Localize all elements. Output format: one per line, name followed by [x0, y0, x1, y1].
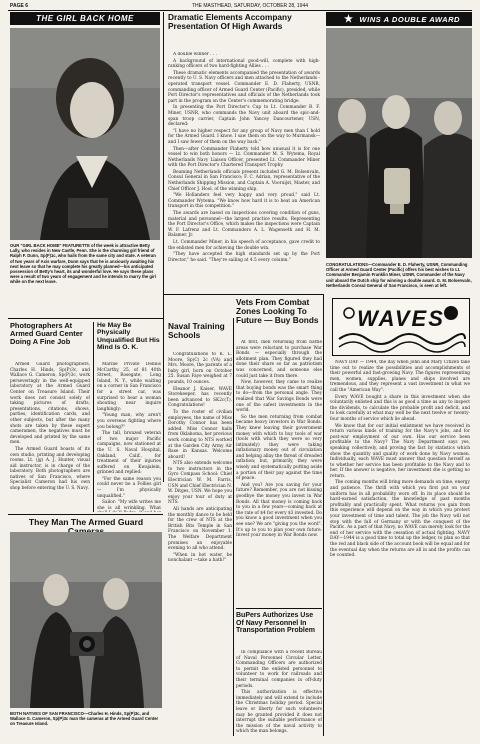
- betty-lally-photo: [10, 28, 160, 240]
- paragraph: To the roster of civilian employees, the name of Miss Dorothy Connor has been added. Miss Connor hails from Oklahoma, her previous work coming to NTS worked at the Garden City Army Air Base in Kansas. Welcome aboard!: [168, 409, 232, 460]
- paragraph: The Armed Guard boasts of its own studio, printing and developing rooms. Lt. (jg) A. J. Hunter, visual aid instructor, is in charge of the laboratory. Both photographers are natives of San Francisco, where Specialist Cameron had his own shop before entering the U. S. Navy.: [10, 446, 90, 492]
- column-rule: [233, 318, 234, 736]
- double-award-banner: [326, 12, 472, 26]
- paragraph: Every WAVE bought a share in this investment when she voluntarily enlisted and this is as good a time as any to inspect the dividends, to calculate the probable profit and deficit, and to look carefully at what may well be the next twelve or twenty-four months of service which lie ahead.: [330, 394, 470, 422]
- paragraph: And you? Are you saving for your future? Remember, you are not kissing goodbye the money you invest in War Bonds. All that money is coming back to you in a few years—coming back at the rate of $4 for every $3 invested. Do you know a good investment when you see one? We are "giving you the word". It's up to you to plan your own future. Invest your money in War Bonds now.: [236, 482, 322, 539]
- paragraph: So the men returning from combat became heavy investors in War Bonds. They knew leaving their government money with which to buy tools of war (tools with which they were so very intimately) they were taking inflationary money out of circulation and helping allay the threat of dreaded inflation; but, primarily, they were wisely and systematically putting aside a portion of their pay against the time of peace.: [236, 414, 322, 482]
- paragraph: "For the same reason you could never be a Follies girl — I'm physically unqualified.": [97, 476, 161, 499]
- girl-back-home-banner: [10, 12, 160, 25]
- bupers-article-body: [236, 650, 322, 738]
- double-award-caption: CONGRATULATIONS—Commander E. D. Flaherty, USNR, Commanding Officer at Armed Guard Center (Pacific) offers his best wishes to Lt. Commander Benjamin Franklin Miner, USNR, Commander of the Navy unit aboard the Dutch ship for winning a double award. G. M. Bolsenvaln, Netherlands Consul General of San Francisco, is seen at left.: [326, 262, 472, 288]
- girl-back-home-caption: OUR "GIRL BACK HOME" FEATURETTE of the week is attractive Betty Lally, who resides in New Castle, Penn. She is the charming girl friend of Ralph F. Dunn, Sp(F)1c, who hails from the same city and state. A veteran of two years of Axis warfare, Dunn says that he is anxiously awaiting his next leave so that he may complete his greatly planned—his anticipated possession of Betty's heart, its and wonderful love. He says these plans were a result of two years of engagement and he intends to marry the girl while on the next leave.: [10, 243, 156, 285]
- paragraph: Now, however, they came to realize that buying bonds was the smart thing to do—from the personal angle. They realized that War Savings Bonds were one of the safest investments in the world.: [236, 380, 322, 414]
- paragraph: At first, men returning from battle areas were reluctant to purchase War Bonds — especially through the allotment plan. They figured they had done their share so far as patriotism was concerned, and someone else could just take it from there.: [236, 340, 322, 379]
- cameramen-illustration: [10, 532, 162, 708]
- paragraph: A background of international good-will, complete with high-ranking officers of two hard-fighting Allies . . .: [168, 58, 320, 70]
- paragraph: NTS also extends welcome to two instructors in the Gyro Compass School: Chief Electrician W. M. Farris, USN and Chief Electrician N. W. Ditges, USN. We hope you enjoy your tour of duty at NTS.: [168, 461, 232, 506]
- paragraph: NAVY DAY — 1944, the day when John and Mary Citizen take time out to realize the possibilities and accomplishments of their powerful and fast-growing Navy. The figures representing men, women, supplies, planes and ships involved are tremendous, and they represent a vast investment in what we call the "American Way".: [330, 360, 470, 393]
- portrait-illustration: [10, 28, 160, 240]
- paragraph: We know that for our initial enlistment we have received in return various kinds of training for the Navy's jobs, and for post-war employment of our own. Has our service been profitable to the Navy? The Navy Department says yes, speaking collectively, and proving the fact by statistics which show the quantity and quality of work done by Navy women. Individually, each WAVE must answer that question herself as to whether her service has been profitable to the Navy and to her. If the answer is negative, her investment she is getting no return.: [330, 423, 470, 479]
- paragraph: Marine Private Dennis McCarthy, 25, of 81 40th Street, Rosegate, Long Island, N. Y., while waiting on a corner in San Francisco for a street car, was surprised to hear a woman shouting near inquire laughingly:: [97, 362, 161, 412]
- paragraph: "I have no higher respect for any group of Navy men than I hold for the Armed Guard. I know. I saw them on the way to Murmansk—and I saw fewer of them on the way back.": [168, 128, 320, 145]
- paragraph: Eleanor J. Kaiser, WAVE Storekeeper, has recently been advanced to SK2c(T). Congratulations!: [168, 386, 232, 409]
- section-rule: [236, 608, 322, 609]
- cameras-caption: BOTH NATIVES OF SAN FRANCISCO—Charles H. Hinds, Sp(P)3c, and Wallace G. Cameron, Sp(P)3c man the cameras at the Armed Guard Center on Treasure Island.: [10, 711, 159, 727]
- section-rule: [163, 294, 323, 295]
- waves-logo-text: WAVES: [357, 306, 445, 331]
- paragraph: "When in hot water, be nonchalant —take a bath!": [168, 552, 232, 564]
- unqualified-article-body: [97, 362, 161, 512]
- paragraph: Armed Guard photographers, Charles H. Hinds, Sp(P)3c, and Wallace G. Cameron, Sp(P)3c, work perseveringly in the well-equipped laboratory at the Armed Guard Center on Treasure Island. Their work does not consist solely of taking pictures of drafts, presentations, citations, shows, parties, identification cards, and other subjects, but after the many shots are taken by these expert cameramen, the negatives must be developed and printed by the same men.: [10, 362, 90, 446]
- banner-text: WINS A DOUBLE AWARD: [359, 14, 461, 24]
- dramatic-headline: Dramatic Elements Accompany Presentation Of High Awards: [168, 12, 292, 31]
- waves-column-body: [330, 360, 470, 738]
- banner-text: THE GIRL BACK HOME: [36, 14, 134, 23]
- page-number: PAGE 6: [10, 3, 28, 9]
- double-award-photo: [326, 28, 472, 258]
- paragraph: In presenting the Port Director's Cup to Lt. Commander B. F. Miner, USNR, who commands the Navy unit aboard the spic-and-span troop carrier, Captain John Yancey Dancourtener, USN, declared:: [168, 105, 320, 128]
- paragraph: "We Hollanders feel very happy and very proud," said Lt. Commander Wytema. "We know how hard it is to beat an American transport in this competition.": [168, 193, 320, 210]
- photographers-headline: Photographers At Armed Guard Center Doing A Fine Job: [10, 321, 83, 346]
- paragraph: "Young man, why aren't you overseas fighting where you belong?": [97, 413, 161, 430]
- cameramen-photo: [10, 532, 162, 708]
- paragraph: The tall, bronzed veteran of two major Pacific campaigns, now stationed at the U. S. Naval Hospital, Oakland, Calif., for treatment of their injuries suffered on Kwajalein, grinned and replied:: [97, 431, 161, 476]
- paragraph: In compliance with a recent Bureau of Naval Personnel Circular Letter, Commanding Officers are authorized to permit the enlisted personnel to volunteer to work for railroads and their terminal companies in off-duty periods.: [236, 650, 322, 689]
- naval-training-headline: Naval Training Schools: [168, 321, 225, 340]
- naval-training-body: [168, 352, 232, 732]
- paragraph: Congratulations to K. L. Moore, Sp(C) 2c (VA) and Mrs. Moore, the parents of a baby girl, born on October 25. Susan Faye weighed at 7 pounds, 10 ounces.: [168, 352, 232, 385]
- waves-logo-box: [332, 298, 470, 356]
- star-icon: ★: [343, 13, 354, 25]
- cameras-headline: They Man The Armed Guard: [28, 517, 144, 527]
- dateline: THE MASTHEAD, SATURDAY, OCTOBER 28, 1944: [191, 3, 309, 9]
- bupers-headline: BuPers Authorizes Use Of Navy Personnel In Transportation Problem: [236, 612, 315, 635]
- paragraph: All hands are anticipating the monthly dance to be held for the crew of NTS at the British Bits Temple in San Francisco on November 1. The Welfare Department promises an enjoyable evening to all who attend.: [168, 507, 232, 552]
- paragraph: This authorization is effective immediately and will extend to include the Christmas holiday period. Special leave or liberty for such volunteers may be granted provided it does not interrupt the suitable performance of the mission of the naval activity to which the man belongs.: [236, 690, 322, 735]
- section-rule: [8, 514, 163, 515]
- paragraph: These dramatic elements accompanied the presentation of awards recently to U. S. Navy officers and men attached to the Netherlands - operated transport vessel. Commander E. D. Flaherty, USNR, commanding officer of Armed Guard Center (Pacific), presided, while Port Director's representatives and officials of the Netherlands took part in the program on the Center's commemorating bridge.: [168, 70, 320, 104]
- column-rule: [93, 322, 94, 512]
- paragraph: Then—after Commander Flaherty told how unusual it is for one vessel to win both honors — Lt. Commander M. S. Wytema, Royal Netherlands Navy Liaison Officer, presented Lt. Commander Miner with the Port Director's Chartered Transport Trophy.: [168, 146, 320, 169]
- paragraph: The awards are based on inspections covering condition of guns, material and personnel—the largest practice results. Representing the Port Director's Office, which makes the inspections were Captain W. F. Lafrenz and Lt. Commanders A. L. Wagenseth and H. M. Balamer, Jr.: [168, 211, 320, 239]
- ceremony-illustration: [326, 28, 472, 258]
- paragraph: Beaming Netherlands officials present included G. M. Bolsenvaln, Consul General in San Francisco; F. C. Adrian, representative of the Netherlands Shipping Mission, and Captain A. Vooruijst, Master, and Chief Officer J. Hool, of the winning ship.: [168, 169, 320, 192]
- paragraph: "They have accepted the high standards set up by the Port Director," he said. "They're sailing at 4.5 every column.": [168, 252, 320, 263]
- column-rule: [163, 12, 164, 482]
- paragraph: The coming months will bring more demands on time, energy and patience. The thrill with which you first put on your uniform has in all probability worn off. In its place should be hard-earned satisfaction, the knowledge of past months profitably and practically spent. What returns you gain from this experience will depend on the way in which you protect your investment of time and talent. The job the Navy will not stop with the fall of Germany or with the conquest of the Pacific. As a part of that Navy, no WAVE can merely look for the end of her service with the cessation of actual fighting. NAVY DAY—1944 is a good time to total up the ledger, to plan so that the red and black side of the account book will be equal and for the eventual day when the returns are all in and the profits can be counted.: [330, 480, 470, 559]
- paragraph: Sailor: "My wife writes me she is all wrinkling. What: [97, 500, 161, 511]
- section-rule: [8, 318, 163, 319]
- vets-headline: Vets From Combat Zones Looking To Future — Buy Bonds: [236, 297, 319, 325]
- photographers-article-body: [10, 362, 90, 512]
- vets-article-body: [236, 340, 322, 606]
- masthead-rule: [8, 10, 472, 11]
- unqualified-headline: He May Be Physically Unqualified But His Mind Is O. K.: [97, 322, 160, 351]
- paragraph: A double winner . . .: [173, 52, 217, 57]
- column-rule: [323, 294, 324, 736]
- paragraph: Lt. Commander Miner, in his speech of acceptance, gave credit to the enlisted men for achieving the double win.: [168, 240, 320, 251]
